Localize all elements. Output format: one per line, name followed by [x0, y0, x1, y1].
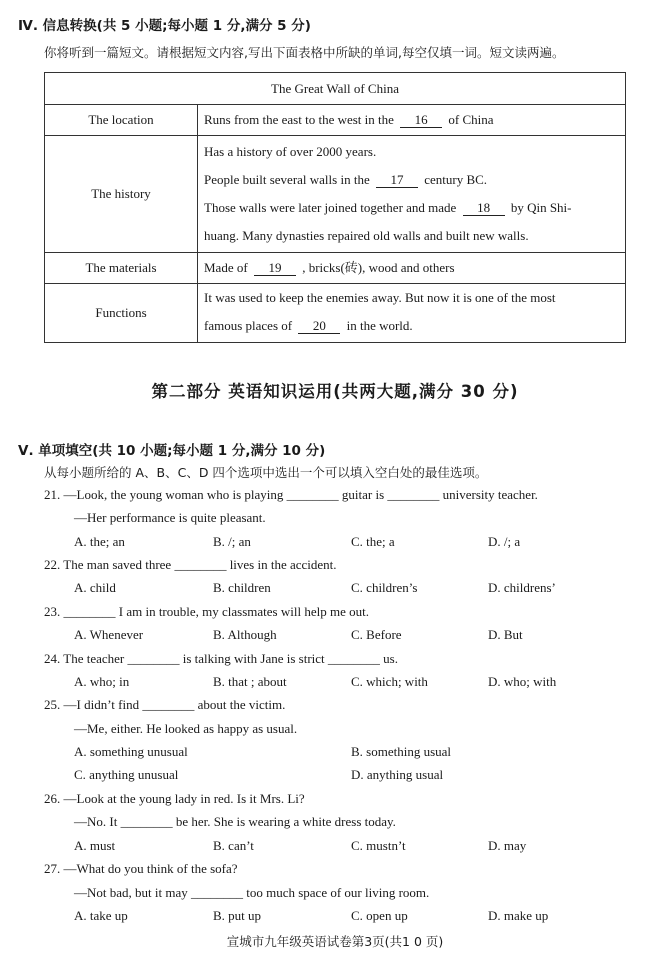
option-27-a: A. take up [74, 908, 128, 923]
answer-blank-17: 17 [376, 173, 418, 188]
option-25-c: C. anything unusual [74, 767, 179, 782]
option-27-d: D. make up [488, 908, 549, 923]
question-24-line-1: 24. The teacher ________ is talking with Jane is strict ________ us. [44, 651, 398, 666]
option-22-c: C. children’s [351, 580, 418, 595]
answer-blank-18: 18 [463, 201, 505, 216]
option-26-c: C. mustn’t [351, 838, 406, 853]
row-content-materials [198, 253, 626, 284]
option-25-d: D. anything usual [351, 767, 444, 782]
question-21-line-1: 21. —Look, the young woman who is playing ________ guitar is ________ university teacher. [44, 487, 538, 502]
option-22-a: A. child [74, 580, 116, 595]
section-5-instruction: 从每小题所给的 A、B、C、D 四个选项中选出一个可以填入空白处的最佳选项。 [44, 465, 488, 480]
option-25-a: A. something unusual [74, 744, 188, 759]
option-21-c: C. the; a [351, 534, 395, 549]
question-22-line-1: 22. The man saved three ________ lives in the accident. [44, 557, 337, 572]
row-content-functions [198, 284, 626, 343]
option-26-d: D. may [488, 838, 527, 853]
option-26-b: B. can’t [213, 838, 254, 853]
option-27-b: B. put up [213, 908, 262, 923]
row-content-location [198, 105, 626, 136]
option-23-b: B. Although [213, 627, 277, 642]
option-24-a: A. who; in [74, 674, 130, 689]
content-line: famous places of 20 in the world. [204, 318, 413, 333]
row-label-location: The location [45, 105, 198, 136]
section-4-instruction: 你将听到一篇短文。请根据短文内容,写出下面表格中所缺的单词,每空仅填一词。短文读两遍。 [44, 45, 565, 60]
content-line: It was used to keep the enemies away. But now it is one of the most [204, 290, 556, 305]
content-line: Made of 19 , bricks(砖), wood and others [204, 260, 455, 275]
question-25-line-2: —Me, either. He looked as happy as usual. [74, 721, 298, 736]
option-26-a: A. must [74, 838, 116, 853]
section-4-heading: Ⅳ. 信息转换(共 5 小题;每小题 1 分,满分 5 分) [18, 18, 311, 34]
question-27-line-2: —Not bad, but it may ________ too much space of our living room. [74, 885, 430, 900]
option-21-b: B. /; an [213, 534, 251, 549]
row-label-materials: The materials [45, 253, 198, 284]
row-label-history: The history [45, 136, 198, 253]
part-2-title: 第二部分 英语知识运用(共两大题,满分 30 分) [151, 382, 519, 401]
option-23-d: D. But [488, 627, 523, 642]
answer-blank-16: 16 [400, 113, 442, 128]
content-line: Those walls were later joined together and made 18 by Qin Shi- [204, 200, 572, 215]
table-title: The Great Wall of China [45, 73, 626, 105]
row-label-functions: Functions [45, 284, 198, 343]
question-27-line-1: 27. —What do you think of the sofa? [44, 861, 238, 876]
question-23-line-1: 23. ________ I am in trouble, my classmates will help me out. [44, 604, 369, 619]
option-24-b: B. that ; about [213, 674, 287, 689]
question-26-line-2: —No. It ________ be her. She is wearing a white dress today. [74, 814, 396, 829]
content-line: Runs from the east to the west in the 16 of China [204, 112, 494, 127]
option-27-c: C. open up [351, 908, 408, 923]
content-line: huang. Many dynasties repaired old walls and built new walls. [204, 228, 529, 243]
info-table [44, 72, 626, 343]
option-21-a: A. the; an [74, 534, 125, 549]
answer-blank-20: 20 [298, 319, 340, 334]
option-24-d: D. who; with [488, 674, 557, 689]
content-line: People built several walls in the 17 century BC. [204, 172, 488, 187]
question-25-line-1: 25. —I didn’t find ________ about the victim. [44, 697, 286, 712]
content-line: Has a history of over 2000 years. [204, 144, 377, 159]
option-22-b: B. children [213, 580, 271, 595]
question-26-line-1: 26. —Look at the young lady in red. Is it Mrs. Li? [44, 791, 305, 806]
option-22-d: D. childrens’ [488, 580, 556, 595]
page-footer: 宣城市九年级英语试卷第3页(共1 0 页) [226, 934, 444, 949]
option-25-b: B. something usual [351, 744, 452, 759]
row-content-history [198, 136, 626, 253]
option-23-a: A. Whenever [74, 627, 144, 642]
option-23-c: C. Before [351, 627, 402, 642]
question-21-line-2: —Her performance is quite pleasant. [74, 510, 266, 525]
option-21-d: D. /; a [488, 534, 521, 549]
section-5-heading: Ⅴ. 单项填空(共 10 小题;每小题 1 分,满分 10 分) [18, 443, 326, 459]
option-24-c: C. which; with [351, 674, 428, 689]
answer-blank-19: 19 [254, 261, 296, 276]
